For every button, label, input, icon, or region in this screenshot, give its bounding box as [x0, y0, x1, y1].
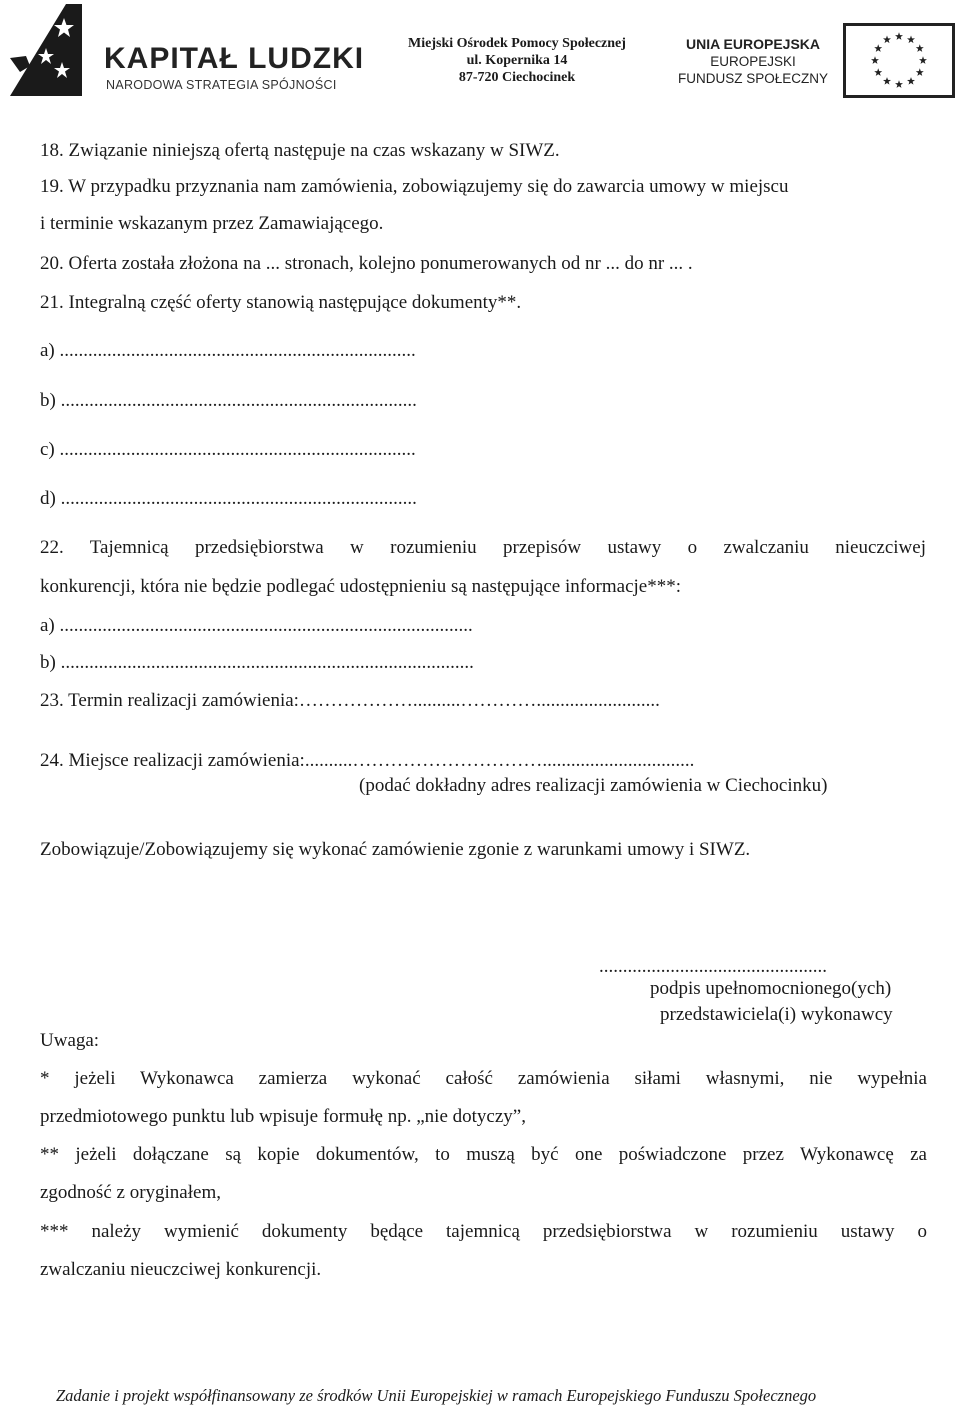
note-1-line2: przedmiotowego punktu lub wpisuje formułę np. „nie dotyczy”, [40, 1106, 526, 1127]
institution-street: ul. Kopernika 14 [466, 53, 568, 68]
eu-logo-text [670, 36, 836, 87]
note-3-line1: *** należy wymienić dokumenty będące tajemnicą przedsiębiorstwa w rozumieniu ustawy o [40, 1221, 927, 1242]
item-24: 24. Miejsce realizacji zamówienia:..........…………………………................................ [40, 750, 695, 771]
item-21-c: c) ........................................................................... [40, 439, 416, 460]
item-21-b: b) ........................................................................... [40, 390, 417, 411]
note-1-line1: * jeżeli Wykonawca zamierza wykonać całość zamówienia siłami własnymi, nie wypełnia [40, 1068, 927, 1089]
eu-line1: UNIA EUROPEJSKA [685, 36, 821, 52]
institution-city: 87-720 Ciechocinek [458, 70, 576, 85]
institution-address [400, 35, 634, 86]
item-20: 20. Oferta została złożona na ... stronach, kolejno ponumerowanych od nr ... do nr ... . [40, 253, 693, 274]
item-22-line2: konkurencji, która nie będzie podlegać udostępnieniu są następujące informacje***: [40, 576, 682, 597]
commitment-text: Zobowiązuje/Zobowiązujemy się wykonać zamówienie zgonie z warunkami umowy i SIWZ. [40, 839, 751, 860]
eu-flag-icon [843, 23, 955, 98]
program-title: KAPITAŁ LUDZKI [104, 42, 365, 75]
item-21-a: a) ........................................................................... [40, 340, 416, 361]
item-19-line1: 19. W przypadku przyznania nam zamówienia, zobowiązujemy się do zawarcia umowy w miejscu [40, 176, 789, 197]
note-3-line2: zwalczaniu nieuczciwej konkurencji. [40, 1259, 322, 1280]
item-22-a: a) ....................................................................................... [40, 615, 473, 636]
signature-dots: ................................................ [599, 956, 827, 977]
item-24-note: (podać dokładny adres realizacji zamówienia w Ciechocinku) [359, 775, 828, 796]
item-18: 18. Związanie niniejszą ofertą następuje na czas wskazany w SIWZ. [40, 140, 560, 161]
institution-name: Miejski Ośrodek Pomocy Społecznej [408, 36, 626, 51]
item-23: 23. Termin realizacji zamówienia:………………..........………….......................... [40, 690, 660, 711]
note-2-line1: ** jeżeli dołączane są kopie dokumentów, to muszą być one poświadczone przez Wykonawcę za [40, 1144, 927, 1165]
eu-line2: EUROPEJSKI [710, 54, 796, 69]
item-21: 21. Integralną część oferty stanowią następujące dokumenty**. [40, 292, 522, 313]
item-22-b: b) ....................................................................................... [40, 652, 474, 673]
signature-line2: przedstawiciela(i) wykonawcy [660, 1004, 893, 1025]
notes-heading: Uwaga: [40, 1030, 100, 1051]
signature-line1: podpis upełnomocnionego(ych) [650, 978, 892, 999]
item-22-line1: 22. Tajemnicą przedsiębiorstwa w rozumieniu przepisów ustawy o zwalczaniu nieuczciwej [40, 537, 926, 558]
kapital-ludzki-logo-mark [4, 4, 84, 96]
item-19-line2: i terminie wskazanym przez Zamawiającego. [40, 213, 384, 234]
eu-line3: FUNDUSZ SPOŁECZNY [677, 71, 829, 86]
item-21-d: d) ........................................................................... [40, 488, 417, 509]
footer-text: Zadanie i projekt współfinansowany ze środków Unii Europejskiej w ramach Europejskiego Funduszu Społecznego [56, 1386, 817, 1405]
program-subtitle: NARODOWA STRATEGIA SPÓJNOŚCI [106, 78, 337, 92]
note-2-line2: zgodność z oryginałem, [40, 1182, 221, 1203]
